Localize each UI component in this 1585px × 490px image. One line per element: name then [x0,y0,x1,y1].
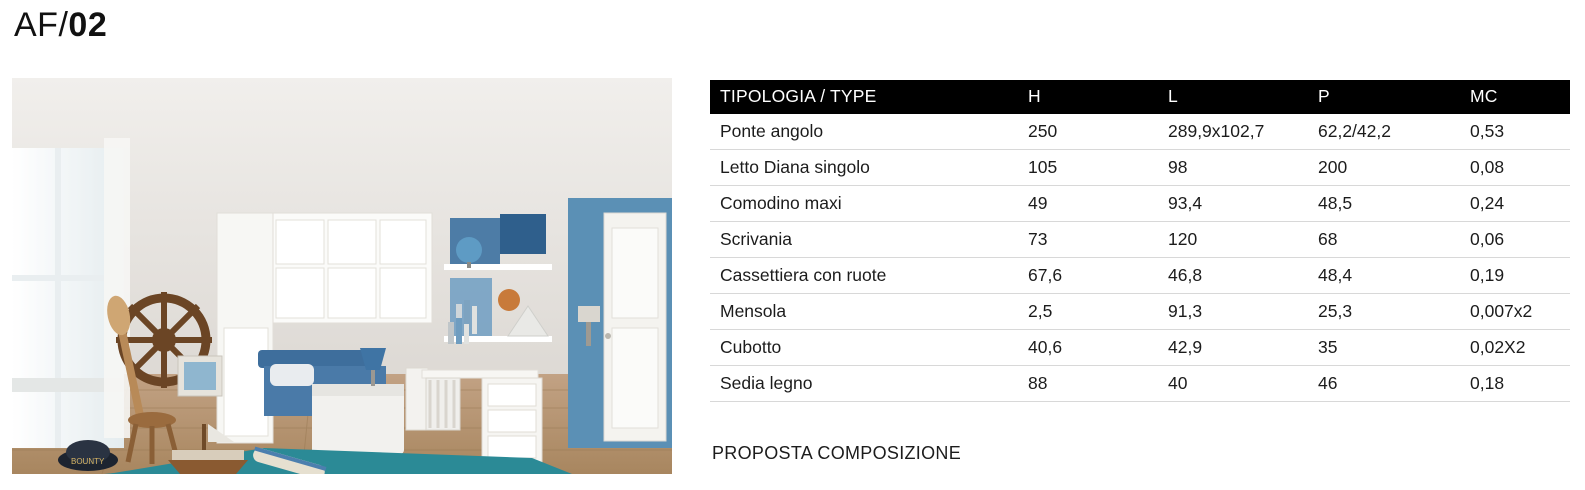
cell-h: 105 [1028,150,1168,186]
cell-h: 2,5 [1028,294,1168,330]
specs-table [710,80,1570,402]
column-header-mc: MC [1470,80,1570,114]
table-row [710,150,1570,186]
cell-type: Ponte angolo [710,114,1028,150]
cell-h: 49 [1028,186,1168,222]
page-title [14,6,107,45]
cell-type: Comodino maxi [710,186,1028,222]
cell-type: Sedia legno [710,366,1028,402]
cell-mc: 0,06 [1470,222,1570,258]
cell-l: 289,9x102,7 [1168,114,1318,150]
composition-note: PROPOSTA COMPOSIZIONE [712,443,962,463]
specs-table-head [710,80,1570,114]
cell-type: Scrivania [710,222,1028,258]
column-header-h: H [1028,80,1168,114]
cell-mc: 0,53 [1470,114,1570,150]
table-row [710,330,1570,366]
specs-table-body [710,114,1570,402]
table-row [710,366,1570,402]
cell-l: 120 [1168,222,1318,258]
cell-h: 40,6 [1028,330,1168,366]
room-photo [12,78,672,474]
table-row [710,258,1570,294]
cell-l: 93,4 [1168,186,1318,222]
table-row [710,222,1570,258]
cell-mc: 0,08 [1470,150,1570,186]
cell-p: 48,5 [1318,186,1470,222]
cell-p: 68 [1318,222,1470,258]
table-row [710,114,1570,150]
cell-l: 40 [1168,366,1318,402]
cell-h: 73 [1028,222,1168,258]
column-header-type: TIPOLOGIA / TYPE [710,80,1028,114]
column-header-p: P [1318,80,1470,114]
cell-type: Mensola [710,294,1028,330]
cell-mc: 0,24 [1470,186,1570,222]
cell-l: 91,3 [1168,294,1318,330]
table-row [710,294,1570,330]
cell-l: 98 [1168,150,1318,186]
cell-h: 250 [1028,114,1168,150]
page-title-suffix: 02 [68,6,108,44]
cell-type: Letto Diana singolo [710,150,1028,186]
cell-type: Cassettiera con ruote [710,258,1028,294]
cell-p: 48,4 [1318,258,1470,294]
cell-mc: 0,02X2 [1470,330,1570,366]
cell-p: 62,2/42,2 [1318,114,1470,150]
column-header-l: L [1168,80,1318,114]
cell-p: 46 [1318,366,1470,402]
specs-table-container [710,80,1570,402]
cell-h: 67,6 [1028,258,1168,294]
cell-l: 46,8 [1168,258,1318,294]
cell-type: Cubotto [710,330,1028,366]
cell-h: 88 [1028,366,1168,402]
svg-text:BOUNTY: BOUNTY [71,457,105,466]
page-title-prefix: AF/ [14,6,69,44]
cell-mc: 0,007x2 [1470,294,1570,330]
cell-p: 25,3 [1318,294,1470,330]
cell-p: 35 [1318,330,1470,366]
cell-mc: 0,19 [1470,258,1570,294]
cell-l: 42,9 [1168,330,1318,366]
cell-mc: 0,18 [1470,366,1570,402]
table-row [710,186,1570,222]
cell-p: 200 [1318,150,1470,186]
table-header-row [710,80,1570,114]
